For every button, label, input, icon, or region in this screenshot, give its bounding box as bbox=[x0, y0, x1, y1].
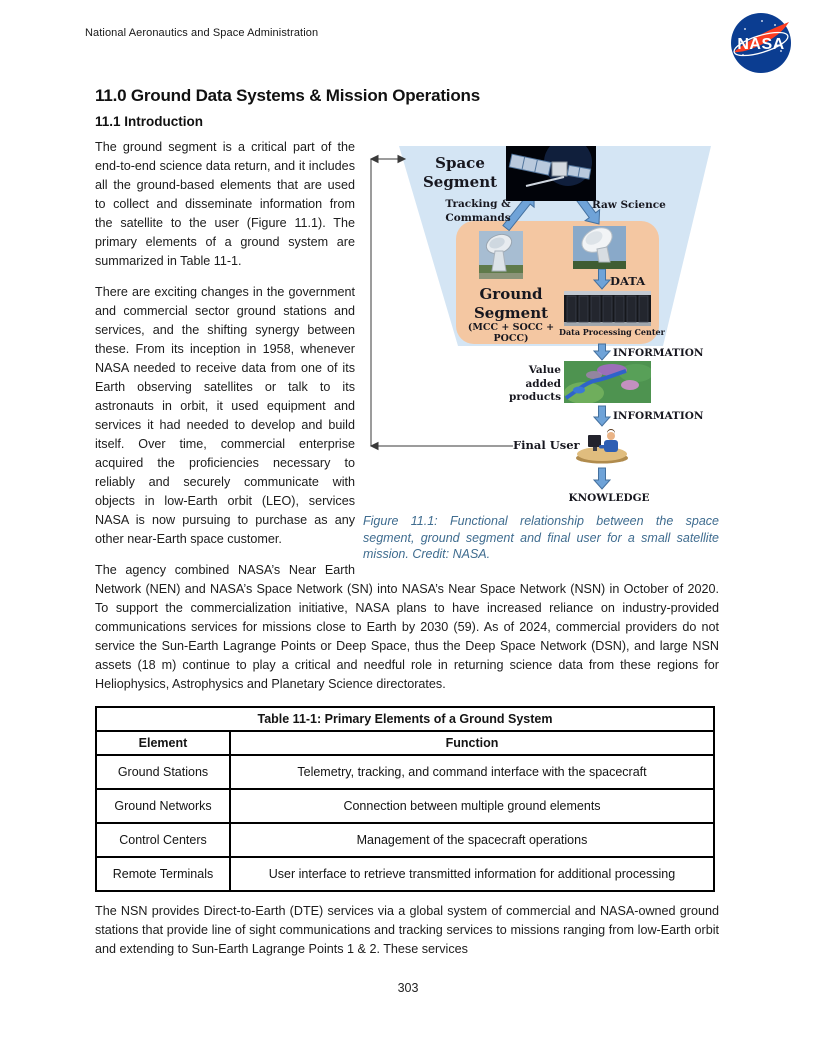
receiving-dish-image bbox=[573, 226, 626, 269]
data-processing-center-label: Data Processing Center bbox=[559, 327, 665, 337]
data-center-image bbox=[564, 291, 651, 326]
table-header-function: Function bbox=[230, 731, 714, 755]
page-body bbox=[95, 86, 719, 959]
table-header-element: Element bbox=[96, 731, 230, 755]
paragraph-1: The ground segment is a critical part of the end-to-end science data return, and it includes all the ground-based elements that are used to collect and disseminate information from the satellite to the user (Figure 11.1). The primary elements of a ground system are summarized in Table 11-1. bbox=[95, 140, 355, 268]
function-cell: Management of the spacecraft operations bbox=[230, 823, 714, 857]
figure-11-1 bbox=[363, 138, 719, 563]
knowledge-label: KNOWLEDGE bbox=[568, 492, 650, 504]
svg-text:NASA: NASA bbox=[737, 36, 785, 53]
ground-station-image bbox=[479, 231, 523, 279]
knowledge-arrow bbox=[594, 468, 610, 489]
page-title: 11.0 Ground Data Systems & Mission Operations bbox=[95, 86, 480, 105]
space-segment-label: Space Segment bbox=[422, 154, 498, 191]
tracking-commands-label: Tracking & Commands bbox=[445, 198, 511, 224]
element-cell: Remote Terminals bbox=[96, 857, 230, 891]
element-cell: Control Centers bbox=[96, 823, 230, 857]
table-row bbox=[96, 857, 714, 891]
figure-caption: Figure 11.1: Functional relationship between the space segment, ground segment and final user for a small satellite mission. Credit: NASA. bbox=[363, 514, 719, 561]
data-label: DATA bbox=[610, 274, 646, 288]
paragraph-4: The NSN provides Direct-to-Earth (DTE) services via a global system of commercial and NASA-owned ground stations that provide line of sight communications and tracking services to missions ranging from low-Earth orbit and extending to Sun-Earth Lagrange Points 1 & 2. These services bbox=[95, 904, 719, 956]
table-row bbox=[96, 755, 714, 789]
figure-diagram bbox=[363, 138, 719, 510]
value-added-products-label: Value added products bbox=[509, 364, 562, 404]
information-arrow-2 bbox=[594, 406, 610, 426]
information-label-1: INFORMATION bbox=[613, 347, 704, 359]
table-11-1 bbox=[95, 706, 715, 892]
table-row bbox=[96, 789, 714, 823]
element-cell: Ground Stations bbox=[96, 755, 230, 789]
page-number: 303 bbox=[397, 981, 419, 995]
paragraph-2: There are exciting changes in the government and commercial sector ground stations and services, and the shifting synergy between these. From its inception in 1958, whenever NASA needed to receive data from one of its Earth observing satellites or talk to its astronauts in orbit, it used equipment and services it had needed to develop and build itself. Over time, commercial enterprise acquired the proficiencies necessary to reliably and securely communicate with objects in low-Earth orbit (LEO), services NASA is now pursuing to purchase as any other near-Earth space customer. bbox=[95, 285, 355, 546]
nasa-logo-icon bbox=[729, 11, 793, 75]
final-user-label: Final User bbox=[513, 438, 580, 452]
table-title: Table 11-1: Primary Elements of a Ground System bbox=[96, 707, 714, 731]
satellite-map-image bbox=[564, 361, 651, 403]
paragraph-3: The agency combined NASA’s Near Earth Network (NEN) and NASA’s Space Network (SN) into NASA’s Near Space Network (NSN) in October of 2020. To support the commercialization initiative, NASA plans to have increased reliance on industry-provided communications services for missions close to Earth by 2030 (59). As of 2024, commercial providers do not service the Sun-Earth Lagrange Points or Deep Space, thus the Deep Space Network (DSN), and large NSN assets (18 m) continue to play a critical and needful role in returning science data from these regions for Heliophysics, Astrophysics and Planetary Science directorates. bbox=[95, 563, 719, 691]
agency-name: National Aeronautics and Space Administration bbox=[85, 27, 319, 39]
function-cell: Connection between multiple ground elements bbox=[230, 789, 714, 823]
element-cell: Ground Networks bbox=[96, 789, 230, 823]
final-user-image bbox=[574, 429, 629, 464]
function-cell: User interface to retrieve transmitted information for additional processing bbox=[230, 857, 714, 891]
information-label-2: INFORMATION bbox=[613, 410, 704, 422]
ground-segment-label: Ground Segment bbox=[473, 285, 549, 322]
ground-segment-sub-label: (MCC + SOCC + POCC) bbox=[467, 322, 555, 344]
function-cell: Telemetry, tracking, and command interface with the spacecraft bbox=[230, 755, 714, 789]
raw-science-label: Raw Science bbox=[592, 199, 666, 211]
information-arrow-1 bbox=[594, 344, 610, 360]
satellite-image bbox=[506, 146, 596, 201]
table-row bbox=[96, 823, 714, 857]
section-heading: 11.1 Introduction bbox=[95, 114, 204, 129]
